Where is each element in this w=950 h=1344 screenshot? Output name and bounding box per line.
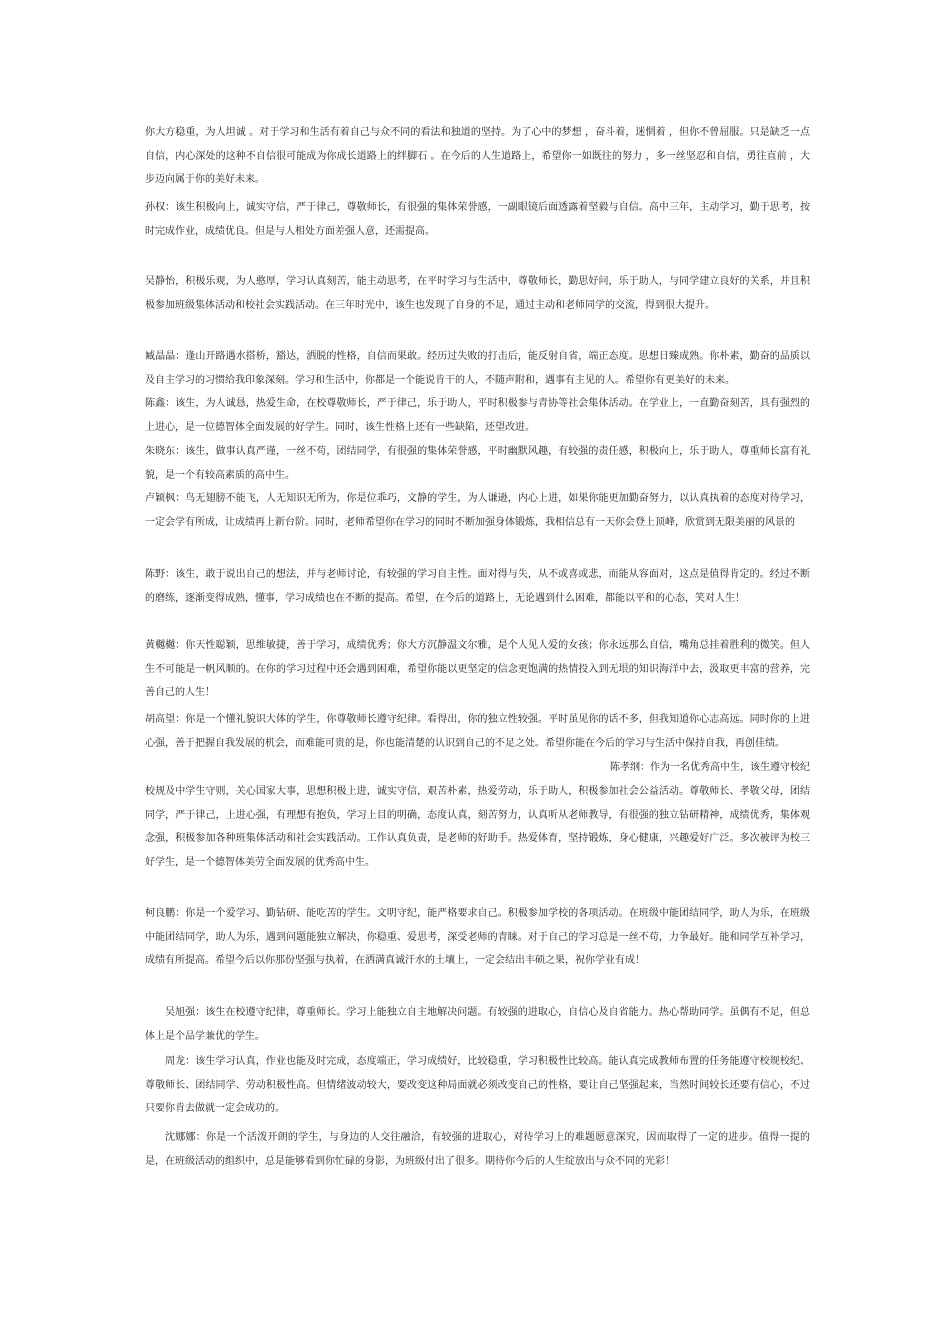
comment-paragraph: 陈鑫：该生，为人诚恳，热爱生命，在校尊敬师长，严于律己，乐于助人，平时积极参与青协等社会集体活动。在学业上，一直勤奋刻苦，具有强烈的上进心，是一位德智体全面发展的好学生。同时，该生性格上还有一些缺陷，还望改进。 (145, 398, 810, 433)
comment-paragraph: 沈娜娜：你是一个活泼开朗的学生，与身边的人交往融洽，有较强的进取心，对待学习上的难题愿意深究，因而取得了一定的进步。值得一提的是，在班级活动的组织中，总是能够看到你忙碌的身影，为班级付出了很多。期待你今后的人生绽放出与众不同的光彩！ (145, 1132, 810, 1167)
comment-paragraph: 黄樾樾：你天性聪颖，思维敏捷，善于学习，成绩优秀；你大方沉静温文尔雅，是个人见人爱的女孩；你永远那么自信，嘴角总挂着胜利的微笑。但人生不可能是一帆风顺的。在你的学习过程中还会遇到困难，希望你能以更坚定的信念更饱满的热情投入到无垠的知识海洋中去，汲取更丰富的营养，完善自己的人生！ (145, 640, 810, 698)
comment-paragraph: 孙权：该生积极向上，诚实守信，严于律己，尊敬师长，有很强的集体荣誉感，一副眼镜后面透露着坚毅与自信。高中三年，主动学习，勤于思考，按时完成作业，成绩优良。但是与人相处方面差强人意，还需提高。 (145, 202, 810, 237)
comment-paragraph: 卢颖枫：鸟无翅膀不能飞，人无知识无所为，你是位乖巧，文静的学生，为人谦逊，内心上进，如果你能更加勤奋努力，以认真执着的态度对待学习，一定会学有所成，让成绩再上新台阶。同时，老师希望你在学习的同时不断加强身体锻炼，我相信总有一天你会登上顶峰，欣赏到无限美丽的风景的 (145, 493, 810, 528)
comment-paragraph: 臧晶晶：逢山开路遇水搭桥，豁达，洒脱的性格，自信而果敢。经历过失败的打击后，能反射自省，端正态度。思想日臻成熟。你朴素，勤奋的品质以及自主学习的习惯给我印象深刻。学习和生活中，你都是一个能说肯干的人，不随声附和，遇事有主见的人。希望你有更美好的未来。 (145, 351, 810, 386)
comment-paragraph: 朱晓东：该生，做事认真严谨，一丝不苟，团结同学，有很强的集体荣誉感，平时幽默风趣，有较强的责任感，积极向上，乐于助人，尊重师长富有礼貌，是一个有较高素质的高中生。 (145, 446, 810, 481)
comment-paragraph: 周龙：该生学习认真，作业也能及时完成，态度端正，学习成绩好，比较稳重，学习积极性比较高。能认真完成教师布置的任务能遵守校规校纪、尊敬师长、团结同学、劳动积极性高。但情绪波动较大，要改变这种局面就必须改变自己的性格，要让自己坚强起来，当然时间较长还要有信心，不过只要你肯去做就一定会成功的。 (145, 1056, 810, 1114)
comment-paragraph: 陈孝纲：作为一名优秀高中生，该生遵守校纪 (610, 762, 810, 773)
comment-paragraph: 校规及中学生守则，关心国家大事，思想积极上进，诚实守信，艰苦朴素，热爱劳动，乐于助人，积极参加社会公益活动。尊敬师长、孝敬父母，团结同学，严于律己，上进心强，有理想有抱负，学习上目的明确，态度认真，刻苦努力，认真听从老师教导，有很强的独立钻研精神，成绩优秀，集体观念强，积极参加各种班集体活动和社会实践活动。工作认真负责，是老师的好助手。热爱体育，坚持锻炼，身心健康，兴趣爱好广泛。多次被评为校三好学生，是一个德智体美劳全面发展的优秀高中生。 (145, 786, 810, 868)
comment-paragraph: 你大方稳重，为人坦诚 。对于学习和生活有着自己与众不同的看法和独道的坚持。为了心中的梦想 ，奋斗着，迷惘着 ，但你不曾屈服。只是缺乏一点自信，内心深处的这种不自信很可能成为你成长道路上的绊脚石 。在今后的人生道路上，希望你一如既往的努力 ，多一丝坚忍和自信，勇往直前 ，大步迈向属于你的美好未来。 (145, 127, 810, 185)
comment-paragraph: 吴静怡，积极乐观，为人憨厚，学习认真刻苦，能主动思考，在平时学习与生活中，尊敬师长，勤思好问，乐于助人，与同学建立良好的关系，并且积极参加班级集体活动和校社会实践活动。在三年时光中，该生也发现了自身的不足，通过主动和老师同学的交流，得到很大提升。 (145, 276, 810, 311)
comment-paragraph: 吴旭强：该生在校遵守纪律，尊重师长。学习上能独立自主地解决问题。有较强的进取心，自信心及自省能力。热心帮助同学。虽偶有不足，但总体上是个品学兼优的学生。 (145, 1007, 810, 1042)
comment-paragraph: 陈野：该生，敢于说出自己的想法，并与老师讨论，有较强的学习自主性。面对得与失，从不或喜或悲，而能从容面对，这点是值得肯定的。经过不断的磨练，逐渐变得成熟，懂事，学习成绩也在不断的提高。希望，在今后的道路上，无论遇到什么困难，都能以平和的心态，笑对人生！ (145, 569, 810, 604)
comment-paragraph: 柯良鹏：你是一个爱学习、勤钻研、能吃苦的学生。文明守纪，能严格要求自己。积极参加学校的各项活动。在班级中能团结同学，助人为乐，在班级中能团结同学，助人为乐，遇到问题能独立解决，你稳重、爱思考，深受老师的青睐。对于自己的学习总是一丝不苟，力争最好。能和同学互补学习，成绩有所提高。希望今后以你那份坚强与执着，在洒满真诚汗水的土壤上，一定会结出丰硕之果，祝你学业有成！ (145, 908, 810, 966)
comment-paragraph: 胡高望：你是一个懂礼貌识大体的学生，你尊敬师长遵守纪律。看得出，你的独立性较强。平时虽见你的话不多，但我知道你心志高远。同时你的上进心强，善于把握自我发展的机会，而难能可贵的是，你也能清楚的认识到自己的不足之处。希望你能在今后的学习与生活中保持自我，再创佳绩。 (145, 714, 810, 749)
